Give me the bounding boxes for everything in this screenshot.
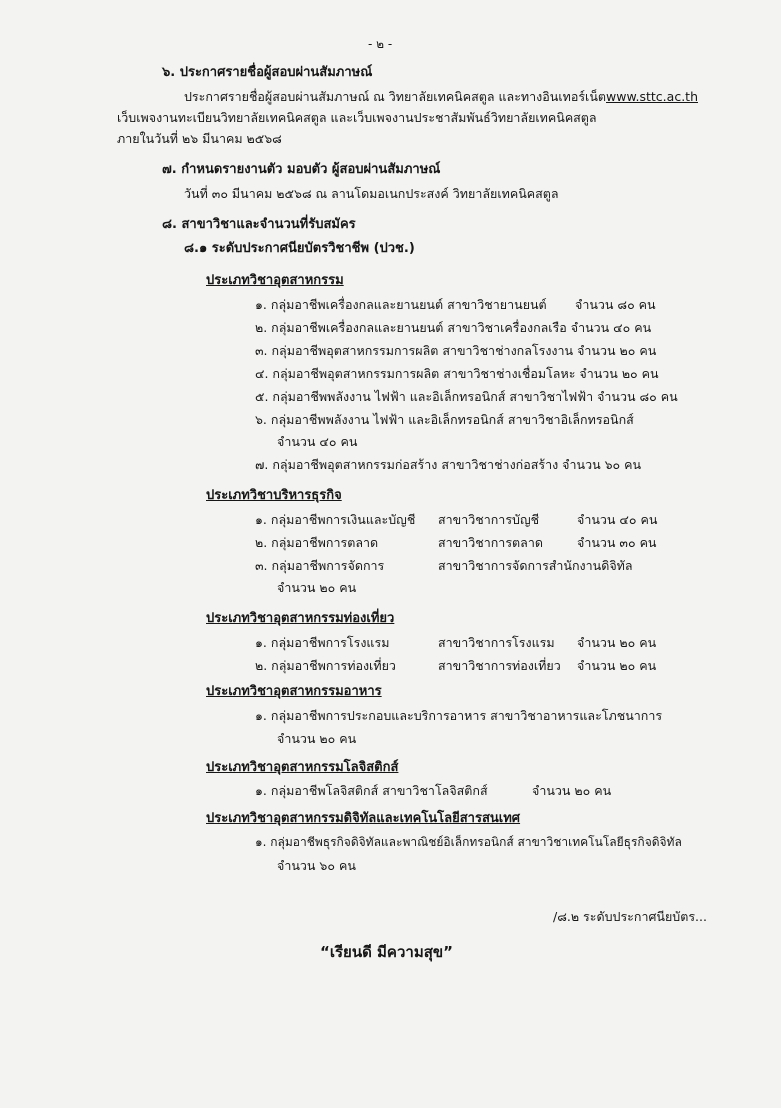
business-item-1-major: สาขาวิชาการบัญชี	[438, 512, 540, 527]
tourism-item-1-major: สาขาวิชาการโรงแรม	[438, 635, 555, 650]
section-6-line-2: เว็บเพจงานทะเบียนวิทยาลัยเทคนิคสตูล และเว็บเพจงานประชาสัมพันธ์วิทยาลัยเทคนิคสตูล	[117, 110, 597, 125]
tourism-item-2-major: สาขาวิชาการท่องเที่ยว	[438, 658, 561, 673]
industry-item-5: ๕. กลุ่มอาชีพพลังงาน ไฟฟ้า และอิเล็กทรอนิกส์ สาขาวิชาไฟฟ้า จำนวน ๘๐ คน	[255, 389, 678, 404]
logistics-item-1-count: จำนวน ๒๐ คน	[532, 783, 612, 798]
tourism-item-1-group: ๑. กลุ่มอาชีพการโรงแรม	[255, 635, 390, 650]
industry-item-2: ๒. กลุ่มอาชีพเครื่องกลและยานยนต์ สาขาวิชาเครื่องกลเรือ จำนวน ๔๐ คน	[255, 320, 652, 335]
digital-item-1-count: จำนวน ๖๐ คน	[277, 858, 356, 873]
tourism-item-2-group: ๒. กลุ่มอาชีพการท่องเที่ยว	[255, 658, 396, 673]
section-8-1-heading: ๘.๑ ระดับประกาศนียบัตรวิชาชีพ (ปวช.)	[184, 241, 415, 256]
logistics-title: ประเภทวิชาอุตสาหกรรมโลจิสติกส์	[206, 760, 399, 775]
continued-note: /๘.๒ ระดับประกาศนียบัตร...	[553, 909, 707, 924]
industry-item-7: ๗. กลุ่มอาชีพอุตสาหกรรมก่อสร้าง สาขาวิชาช่างก่อสร้าง จำนวน ๖๐ คน	[255, 457, 642, 472]
website-link[interactable]: www.sttc.ac.th	[606, 89, 698, 104]
food-item-1-count: จำนวน ๒๐ คน	[277, 731, 357, 746]
tourism-item-1-count: จำนวน ๒๐ คน	[577, 635, 657, 650]
industry-title: ประเภทวิชาอุตสาหกรรม	[206, 273, 344, 288]
section-7-line-1: วันที่ ๓๐ มีนาคม ๒๕๖๘ ณ ลานโดมอเนกประสงค์ วิทยาลัยเทคนิคสตูล	[184, 186, 559, 201]
food-title: ประเภทวิชาอุตสาหกรรมอาหาร	[206, 684, 382, 699]
digital-item-1: ๑. กลุ่มอาชีพธุรกิจดิจิทัลและพาณิชย์อิเล็กทรอนิกส์ สาขาวิชาเทคโนโลยีธุรกิจดิจิทัล	[255, 835, 682, 849]
business-item-2-major: สาขาวิชาการตลาด	[438, 535, 543, 550]
business-title: ประเภทวิชาบริหารธุรกิจ	[206, 488, 342, 503]
industry-item-6: ๖. กลุ่มอาชีพพลังงาน ไฟฟ้า และอิเล็กทรอนิกส์ สาขาวิชาอิเล็กทรอนิกส์	[255, 412, 634, 427]
logistics-item-1: ๑. กลุ่มอาชีพโลจิสติกส์ สาขาวิชาโลจิสติกส์	[255, 783, 488, 798]
industry-item-3: ๓. กลุ่มอาชีพอุตสาหกรรมการผลิต สาขาวิชาช่างกลโรงงาน จำนวน ๒๐ คน	[255, 343, 657, 358]
food-item-1: ๑. กลุ่มอาชีพการประกอบและบริการอาหาร สาขาวิชาอาหารและโภชนาการ	[255, 708, 663, 723]
industry-item-4: ๔. กลุ่มอาชีพอุตสาหกรรมการผลิต สาขาวิชาช่างเชื่อมโลหะ จำนวน ๒๐ คน	[255, 366, 659, 381]
industry-item-1: ๑. กลุ่มอาชีพเครื่องกลและยานยนต์ สาขาวิชายานยนต์	[255, 297, 547, 312]
business-item-3-group: ๓. กลุ่มอาชีพการจัดการ	[255, 558, 385, 573]
business-item-2-count: จำนวน ๓๐ คน	[577, 535, 657, 550]
industry-item-6-count: จำนวน ๔๐ คน	[277, 434, 358, 449]
tourism-title: ประเภทวิชาอุตสาหกรรมท่องเที่ยว	[206, 611, 395, 626]
business-item-3-count: จำนวน ๒๐ คน	[277, 580, 357, 595]
business-item-3-major: สาขาวิชาการจัดการสำนักงานดิจิทัล	[438, 558, 633, 573]
page-number: - ๒ -	[368, 37, 393, 51]
digital-title: ประเภทวิชาอุตสาหกรรมดิจิทัลและเทคโนโลยีสารสนเทศ	[206, 811, 521, 826]
business-item-1-group: ๑. กลุ่มอาชีพการเงินและบัญชี	[255, 512, 416, 527]
section-7-heading: ๗. กำหนดรายงานตัว มอบตัว ผู้สอบผ่านสัมภาษณ์	[162, 162, 441, 177]
section-6-heading: ๖. ประกาศรายชื่อผู้สอบผ่านสัมภาษณ์	[162, 65, 373, 80]
tourism-item-2-count: จำนวน ๒๐ คน	[577, 658, 657, 673]
section-6-line-1-text: ประกาศรายชื่อผู้สอบผ่านสัมภาษณ์ ณ วิทยาลัยเทคนิคสตูล และทางอินเทอร์เน็ต	[184, 89, 606, 104]
section-6-line-1	[184, 88, 698, 105]
business-item-1-count: จำนวน ๔๐ คน	[577, 512, 658, 527]
section-6-line-3: ภายในวันที่ ๒๖ มีนาคม ๒๕๖๘	[117, 131, 282, 146]
business-item-2-group: ๒. กลุ่มอาชีพการตลาด	[255, 535, 379, 550]
section-8-heading: ๘. สาขาวิชาและจำนวนที่รับสมัคร	[162, 217, 356, 232]
industry-item-1-count: จำนวน ๘๐ คน	[575, 297, 656, 312]
motto: “เรียนดี มีความสุข”	[320, 943, 453, 961]
